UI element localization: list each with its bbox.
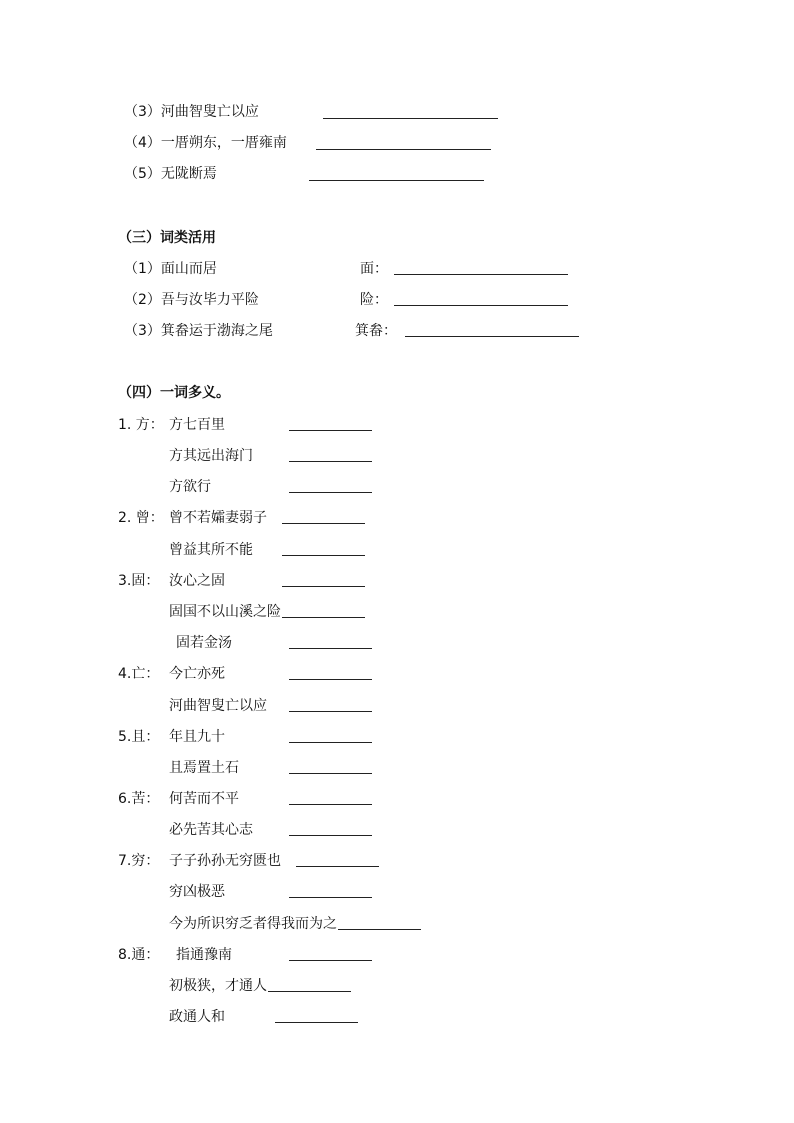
s4-g4-item-1: 今亡亦死 [169,666,225,682]
s3-item-2-label: 险： [360,292,388,308]
s3-item-3-label: 箕畚： [355,323,397,339]
s4-g1-prefix: 1. 方： [118,417,164,433]
s4-heading: （四）一词多义。 [118,385,230,401]
s4-g8-item-1-blank[interactable] [289,960,372,961]
s4-g1-item-3-blank[interactable] [289,492,372,493]
s4-g5-prefix: 5.且： [118,729,160,745]
s3-item-1-blank[interactable] [394,274,568,275]
s4-g6-prefix: 6.苦： [118,791,160,807]
s4-g8-item-2-blank[interactable] [268,991,351,992]
s4-g5-item-2-blank[interactable] [289,773,372,774]
s4-g7-item-3-blank[interactable] [338,929,421,930]
s3-heading: （三）词类活用 [118,230,216,246]
s4-g1-item-2: 方其远出海门 [169,448,253,464]
s4-g6-item-2-blank[interactable] [289,835,372,836]
s4-g7-prefix: 7.穷： [118,853,160,869]
s2-item-4-blank[interactable] [316,149,491,150]
s4-g8-item-2: 初极狭，才通人 [169,978,267,994]
s4-g7-item-1: 子子孙孙无穷匮也 [169,853,281,869]
s4-g3-item-3: 固若金汤 [176,635,232,651]
s3-item-1-text: （1）面山而居 [124,261,217,277]
s4-g3-item-1: 汝心之固 [169,573,225,589]
s4-g4-prefix: 4.亡： [118,666,160,682]
s4-g3-item-3-blank[interactable] [289,648,372,649]
s4-g5-item-2: 且焉置土石 [169,760,239,776]
s4-g1-item-1: 方七百里 [169,417,225,433]
s4-g5-item-1: 年且九十 [169,729,225,745]
s4-g5-item-1-blank[interactable] [289,742,372,743]
s3-item-3-blank[interactable] [405,336,579,337]
s4-g3-item-2: 固国不以山溪之险 [169,604,281,620]
s4-g7-item-2: 穷凶极恶 [169,884,225,900]
s4-g3-item-1-blank[interactable] [282,586,365,587]
s4-g4-item-1-blank[interactable] [289,679,372,680]
s2-item-5-text: （5）无陇断焉 [124,166,217,182]
s4-g2-item-1: 曾不若孀妻弱子 [169,510,267,526]
s4-g8-prefix: 8.通： [118,947,160,963]
s4-g2-item-2: 曾益其所不能 [169,542,253,558]
s2-item-5-blank[interactable] [309,180,484,181]
s2-item-3-blank[interactable] [323,118,498,119]
s4-g1-item-1-blank[interactable] [289,430,372,431]
s3-item-3-text: （3）箕畚运于渤海之尾 [124,323,273,339]
s2-item-4-text: （4）一厝朔东，一厝雍南 [124,135,287,151]
s4-g3-item-2-blank[interactable] [282,617,365,618]
s4-g2-item-2-blank[interactable] [282,555,365,556]
s4-g3-prefix: 3.固： [118,573,160,589]
s4-g1-item-3: 方欲行 [169,479,211,495]
s4-g7-item-3: 今为所识穷乏者得我而为之 [169,916,337,932]
s4-g1-item-2-blank[interactable] [289,461,372,462]
s4-g6-item-2: 必先苦其心志 [169,822,253,838]
s3-item-2-text: （2）吾与汝毕力平险 [124,292,259,308]
s4-g4-item-2-blank[interactable] [289,711,372,712]
s4-g6-item-1-blank[interactable] [289,804,372,805]
s4-g7-item-1-blank[interactable] [296,866,379,867]
s2-item-3-text: （3）河曲智叟亡以应 [124,104,259,120]
s4-g2-prefix: 2. 曾： [118,510,164,526]
s4-g8-item-3: 政通人和 [169,1009,225,1025]
s4-g2-item-1-blank[interactable] [282,523,365,524]
s3-item-2-blank[interactable] [394,305,568,306]
s4-g8-item-1: 指通豫南 [176,947,232,963]
s4-g7-item-2-blank[interactable] [289,897,372,898]
s4-g4-item-2: 河曲智叟亡以应 [169,698,267,714]
s3-item-1-label: 面： [360,261,388,277]
s4-g8-item-3-blank[interactable] [275,1022,358,1023]
s4-g6-item-1: 何苦而不平 [169,791,239,807]
